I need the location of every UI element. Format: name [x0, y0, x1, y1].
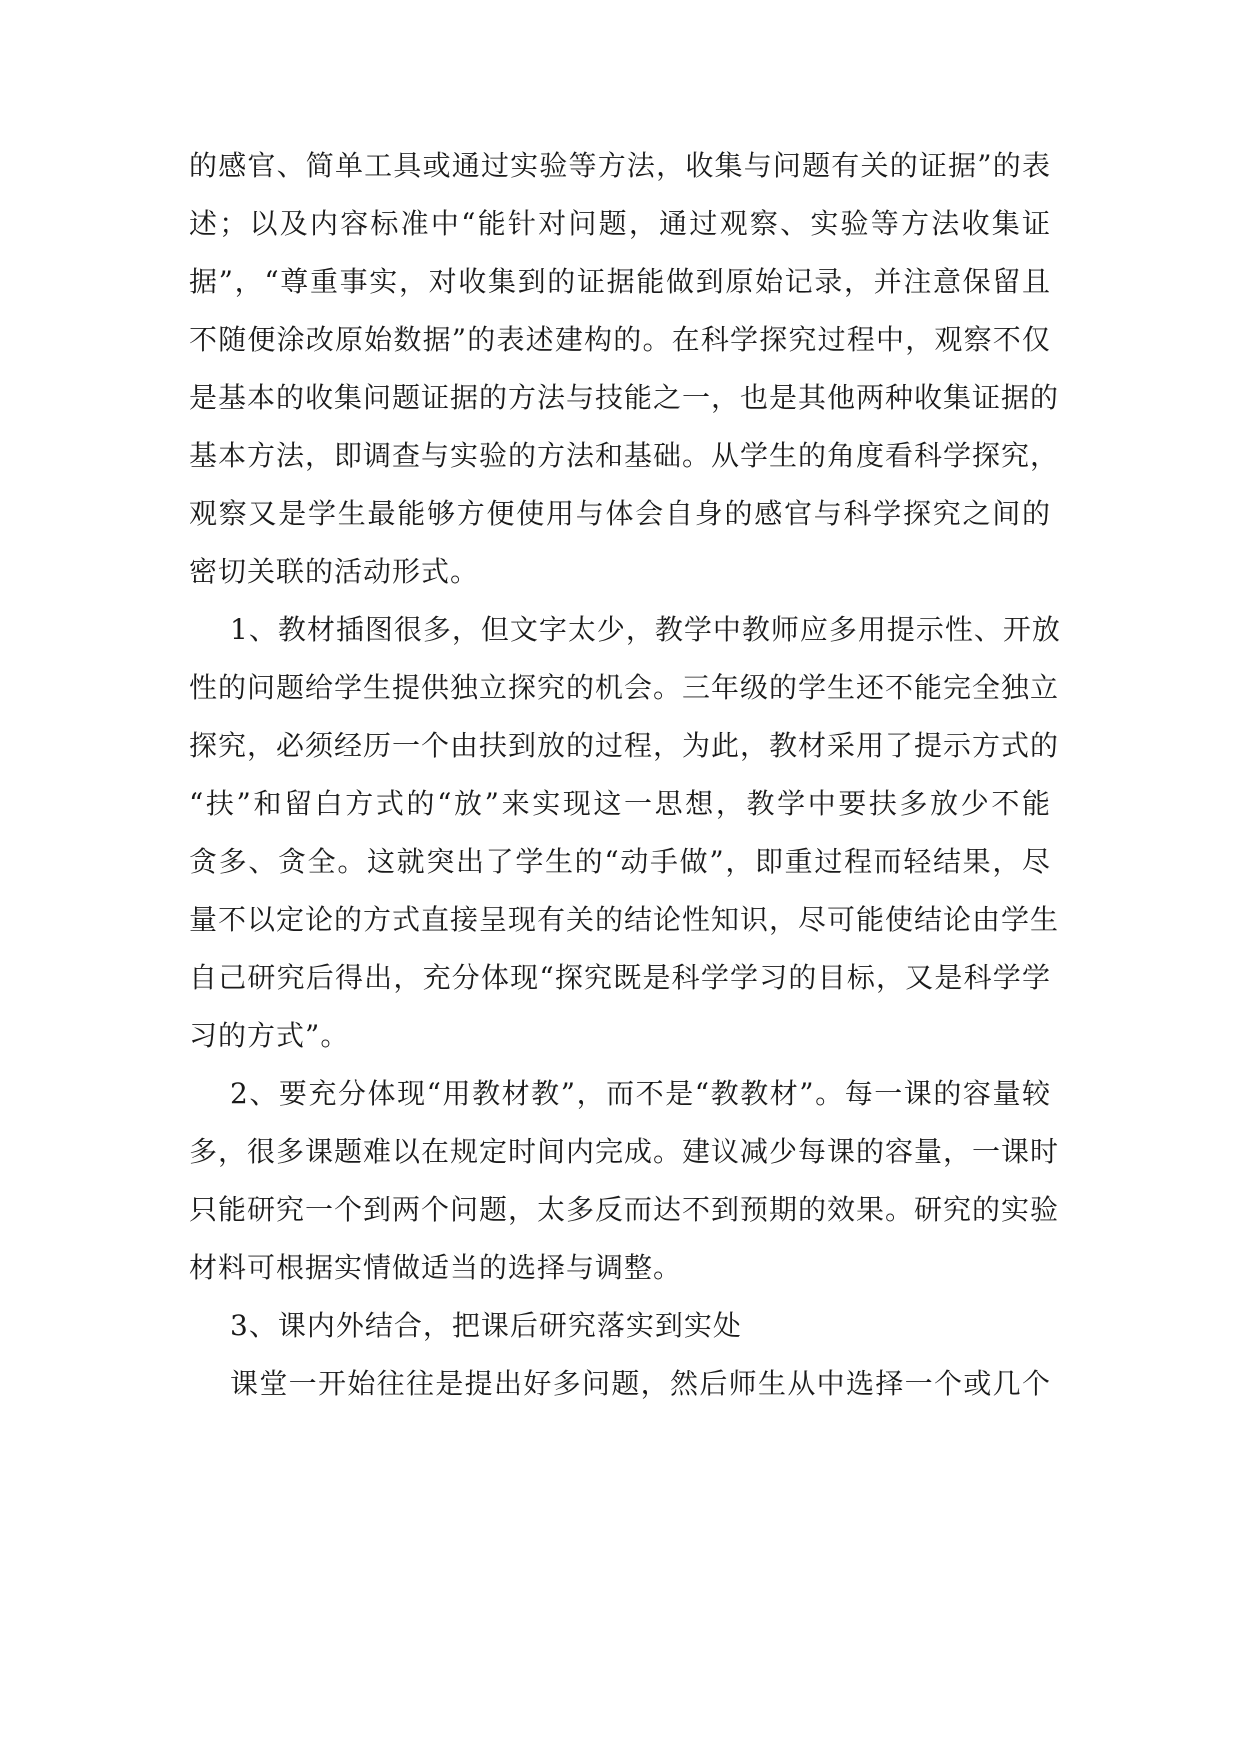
body-text-line: 贪多、贪全。这就突出了学生的“动手做”，即重过程而轻结果，尽 [189, 845, 1051, 878]
paragraph-4-first-line: 课堂一开始往往是提出好多问题，然后师生从中选择一个或几个 [230, 1367, 1051, 1400]
paragraph-3-heading: 3、课内外结合，把课后研究落实到实处 [230, 1309, 742, 1342]
body-text-line: 观察又是学生最能够方便使用与体会自身的感官与科学探究之间的 [189, 497, 1051, 530]
body-text-line: 多，很多课题难以在规定时间内完成。建议减少每课的容量，一课时 [189, 1135, 1060, 1168]
body-text-line: 述；以及内容标准中“能针对问题，通过观察、实验等方法收集证 [189, 207, 1051, 240]
body-text-line: 自己研究后得出，充分体现“探究既是科学学习的目标，又是科学学 [189, 961, 1051, 994]
body-text-line: 基本方法，即调查与实验的方法和基础。从学生的角度看科学探究， [189, 439, 1060, 472]
body-text-line: 据”，“尊重事实，对收集到的证据能做到原始记录，并注意保留且 [189, 265, 1051, 298]
body-text-line: 材料可根据实情做适当的选择与调整。 [189, 1251, 683, 1284]
body-text-line: 是基本的收集问题证据的方法与技能之一，也是其他两种收集证据的 [189, 381, 1060, 414]
body-text-line: 不随便涂改原始数据”的表述建构的。在科学探究过程中，观察不仅 [189, 323, 1051, 356]
body-text-line: 量不以定论的方式直接呈现有关的结论性知识，尽可能使结论由学生 [189, 903, 1060, 936]
body-text-line: 的感官、简单工具或通过实验等方法，收集与问题有关的证据”的表 [189, 149, 1051, 182]
paragraph-1-first-line: 1、教材插图很多，但文字太少，教学中教师应多用提示性、开放 [230, 613, 1061, 646]
body-text-line: 性的问题给学生提供独立探究的机会。三年级的学生还不能完全独立 [189, 671, 1060, 704]
body-text-line: 只能研究一个到两个问题，太多反而达不到预期的效果。研究的实验 [189, 1193, 1060, 1226]
body-text-line: 探究，必须经历一个由扶到放的过程，为此，教材采用了提示方式的 [189, 729, 1060, 762]
body-text-line: “扶”和留白方式的“放”来实现这一思想，教学中要扶多放少不能 [189, 787, 1051, 820]
body-text-line: 习的方式”。 [189, 1019, 350, 1052]
paragraph-2-first-line: 2、要充分体现“用教材教”，而不是“教教材”。每一课的容量较 [230, 1077, 1051, 1110]
body-text-line: 密切关联的活动形式。 [189, 555, 480, 588]
